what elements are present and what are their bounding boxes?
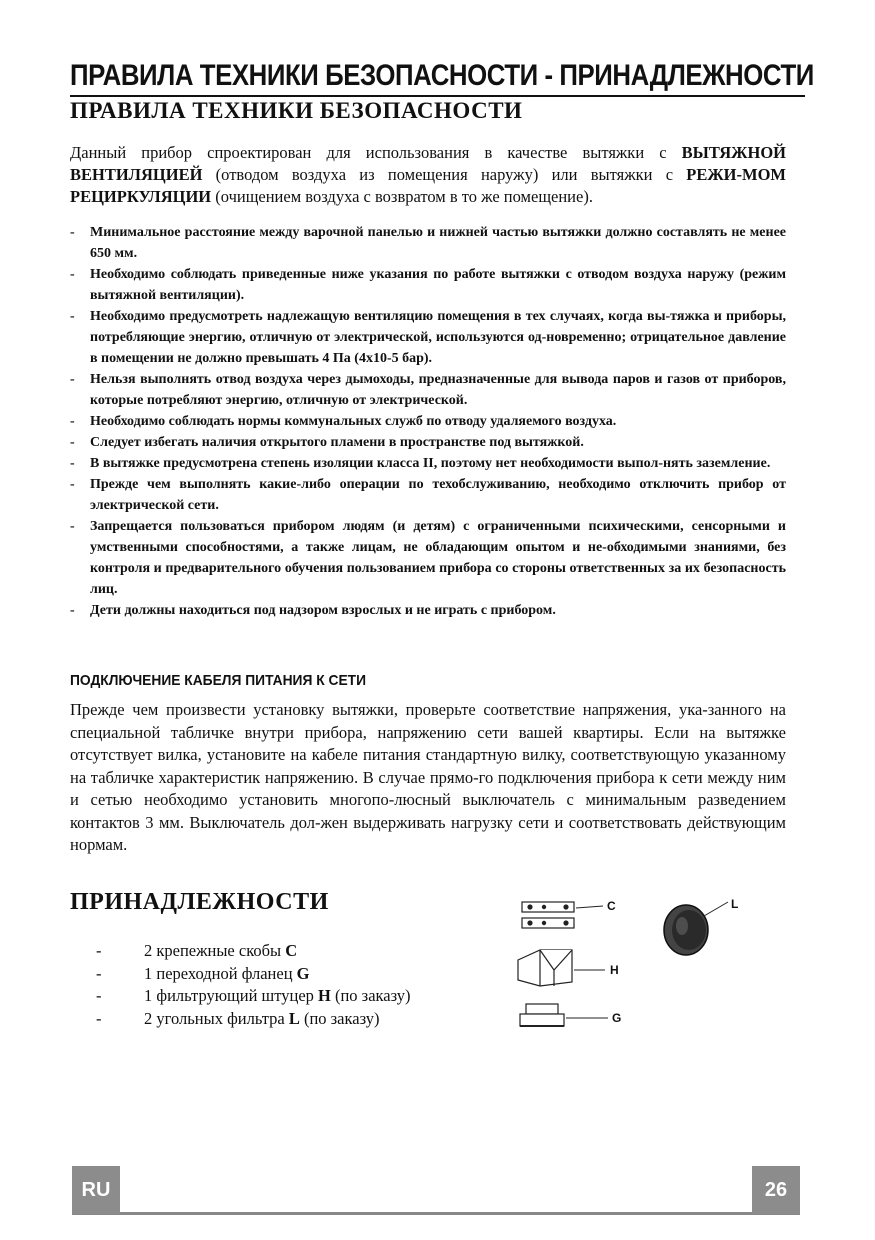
cable-paragraph: Прежде чем произвести установку вытяжки, проверьте соответствие напряжения, ука-занного на специальной табличке внутри прибора, напряжению сети вашей квартиры. Если на вытяжке отсутствует вилка, установите на кабеле питания стандартную вилку, соответствующую указанному на табличке характеристик напряжению. В случае прямо-го подключения прибора к сети между ним и сетью необходимо установить многопо-люсный выключатель с минимальным разведением контактов 3 мм. Выключатель дол-жен выдерживать нагрузку сети и соответствовать действующим нормам. xyxy=(70,700,786,854)
list-dash: - xyxy=(96,1008,102,1028)
rule-item: - В вытяжке предусмотрена степень изоляции класса II, поэтому нет необходимости выпол-нять заземление. xyxy=(70,453,786,474)
accessory-text: 1 фильтрующий штуцер xyxy=(144,986,319,1005)
accessory-letter: L xyxy=(288,1008,300,1028)
rule-item: - Прежде чем выполнять какие-либо операции по техобслуживанию, необходимо отключить прибор от электрической сети. xyxy=(70,474,786,516)
section-title-safety: ПРАВИЛА ТЕХНИКИ БЕЗОПАСНОСТИ xyxy=(70,98,523,123)
accessory-text: 2 угольных фильтра xyxy=(144,1008,289,1028)
accessory-item xyxy=(96,940,411,963)
intro-text-1: Данный прибор спроектирован для использования в качестве вытяжки с xyxy=(70,143,682,162)
rule-item: - Минимальное расстояние между варочной панелью и нижней частью вытяжки должно составлять не менее 650 мм. xyxy=(70,222,786,264)
rule-item: - Необходимо соблюдать нормы коммунальных служб по отводу удаляемого воздуха. xyxy=(70,411,786,432)
rule-item: - Необходимо соблюдать приведенные ниже указания по работе вытяжки с отводом воздуха наружу (режим вытяжной вентиляции). xyxy=(70,264,786,306)
main-title: ПРАВИЛА ТЕХНИКИ БЕЗОПАСНОСТИ - ПРИНАДЛЕЖНОСТИ xyxy=(70,59,814,92)
filter-spigot-h-icon xyxy=(518,950,572,986)
intro-paragraph xyxy=(70,142,786,208)
intro-text-2: (отводом воздуха из помещения наружу) или вытяжки с xyxy=(202,165,687,184)
rule-item: - Необходимо предусмотреть надлежащую вентиляцию помещения в тех случаях, когда вы-тяжка и приборы, потребляющие энергию, отличную от электрической, используются од-новременно; отрицательное давление в помещении не должно превышать 4 Па (4x10-5 бар). xyxy=(70,306,786,369)
intro-text-3: (очищением воздуха с возвратом в то же помещение). xyxy=(211,187,593,206)
list-dash: - xyxy=(96,941,102,960)
language-badge: RU xyxy=(72,1166,120,1214)
accessory-text: 2 крепежные скобы xyxy=(144,941,286,960)
accessory-item xyxy=(96,963,411,986)
rule-item: - Нельзя выполнять отвод воздуха через дымоходы, предназначенные для вывода паров и газов от приборов, которые потребляют энергию, отличную от электрической. xyxy=(70,369,786,411)
flange-g-icon xyxy=(520,1004,564,1026)
accessories-illustration xyxy=(510,888,750,1038)
intro-bold-1: ВЫТЯЖНОЙ ВЕНТИЛЯЦИЕЙ xyxy=(70,143,786,184)
label-g: G xyxy=(612,1011,622,1025)
label-h: H xyxy=(610,963,619,977)
accessories-list xyxy=(96,940,411,1030)
rule-item: - Запрещается пользоваться прибором людям (и детям) с ограниченными психическими, сенсорными и умственными способностями, а также лицам, не обладающим опытом и не-обходимыми знаниями, без контроля и предварительного обучения пользованием прибора со стороны ответственных за их безопасность лиц. xyxy=(70,516,786,600)
accessory-letter: H xyxy=(318,986,331,1005)
list-dash: - xyxy=(96,963,102,983)
page-number: 26 xyxy=(752,1166,800,1214)
accessory-note: (по заказу) xyxy=(330,986,411,1005)
accessory-letter: C xyxy=(285,941,298,960)
intro-bold-2: РЕЖИ-МОМ РЕЦИРКУЛЯЦИИ xyxy=(70,165,786,206)
accessory-note: (по заказу) xyxy=(299,1008,380,1028)
rule-item: - Дети должны находиться под надзором взрослых и не играть с прибором. xyxy=(70,600,786,621)
cable-section-heading: ПОДКЛЮЧЕНИЕ КАБЕЛЯ ПИТАНИЯ К СЕТИ xyxy=(70,672,367,689)
rule-item: - Следует избегать наличия открытого пламени в пространстве под вытяжкой. xyxy=(70,432,786,453)
accessory-item xyxy=(96,985,411,1008)
footer-bar xyxy=(72,1212,800,1215)
accessories-title: ПРИНАДЛЕЖНОСТИ xyxy=(70,889,329,915)
label-l: L xyxy=(731,897,739,911)
accessory-item xyxy=(96,1008,411,1031)
accessory-text: 1 переходной фланец xyxy=(144,963,297,983)
carbon-filter-l-icon xyxy=(664,905,708,955)
list-dash: - xyxy=(96,986,102,1005)
label-c: C xyxy=(607,899,616,913)
safety-rules-list xyxy=(70,222,786,621)
accessory-letter: G xyxy=(296,963,310,983)
bracket-c-icon xyxy=(522,902,574,928)
